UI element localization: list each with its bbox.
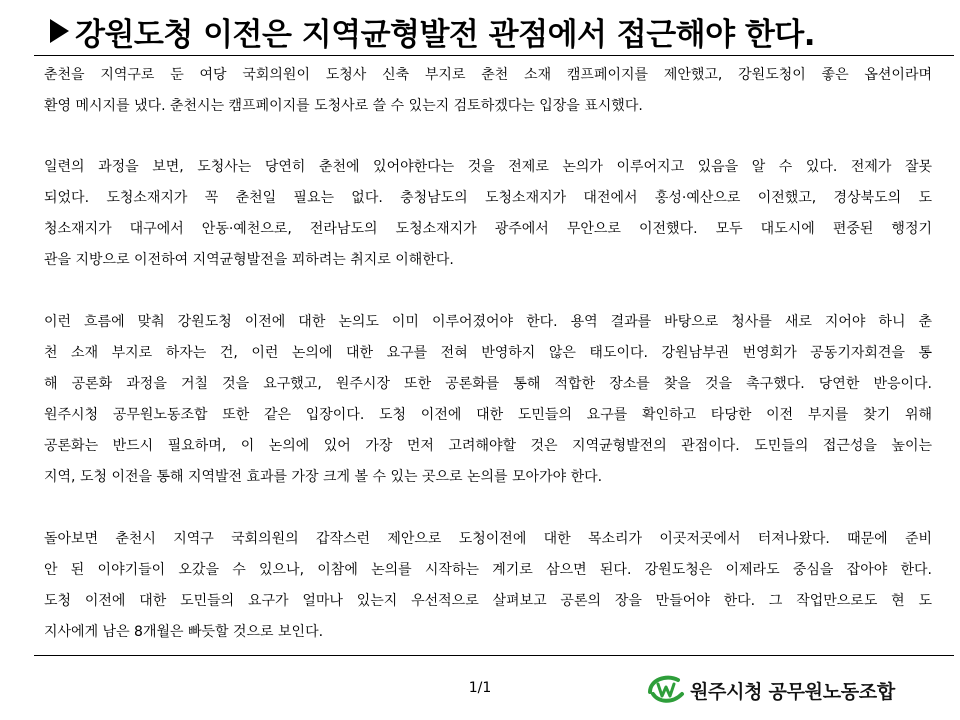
paragraph-line: 돌아보면 춘천시 지역구 국회의원의 갑작스런 제안으로 도청이전에 대한 목소리가 이곳저곳에서 터져나왔다. 때문에 준비	[44, 531, 932, 547]
paragraph-line: 해 공론화 과정을 거칠 것을 요구했고, 원주시장 또한 공론화를 통해 적합한 장소를 찾을 것을 촉구했다. 당연한 반응이다.	[44, 376, 932, 392]
paragraph-line: 도청 이전에 대한 도민들의 요구가 얼마나 있는지 우선적으로 살펴보고 공론의 장을 만들어야 한다. 그 작업만으로도 현 도	[44, 593, 932, 609]
organization-name: 원주시청 공무원노동조합	[690, 680, 895, 703]
footer-organization	[646, 672, 895, 708]
paragraph-line: 공론화는 반드시 필요하며, 이 논의에 있어 가장 먼저 고려해야할 것은 지역균형발전의 관점이다. 도민들의 접근성을 높이는	[44, 438, 932, 454]
paragraph-4	[44, 524, 932, 648]
top-divider	[34, 55, 954, 56]
paragraph-line: 지사에게 남은 8개월은 빠듯할 것으로 보인다.	[44, 624, 324, 640]
union-logo-icon	[646, 672, 686, 708]
paragraph-line: 환영 메시지를 냈다. 춘천시는 캠프페이지를 도청사로 쓸 수 있는지 검토하겠다는 입장을 표시했다.	[44, 98, 643, 114]
paragraph-line: 춘천을 지역구로 둔 여당 국회의원이 도청사 신축 부지로 춘천 소재 캠프페이지를 제안했고, 강원도청이 좋은 옵션이라며	[44, 67, 932, 83]
title-text: 강원도청 이전은 지역균형발전 관점에서 접근해야 한다.	[75, 16, 815, 53]
paragraph-line: 관을 지방으로 이전하여 지역균형발전을 꾀하려는 취지로 이해한다.	[44, 252, 454, 268]
right-triangle-icon	[50, 19, 69, 43]
paragraph-line: 되었다. 도청소재지가 꼭 춘천일 필요는 없다. 충청남도의 도청소재지가 대전에서 홍성·예산으로 이전했고, 경상북도의 도	[44, 190, 932, 206]
paragraph-line: 일련의 과정을 보면, 도청사는 당연히 춘천에 있어야한다는 것을 전제로 논의가 이루어지고 있음을 알 수 있다. 전제가 잘못	[44, 159, 932, 175]
paragraph-line: 지역, 도청 이전을 통해 지역발전 효과를 가장 크게 볼 수 있는 곳으로 논의를 모아가야 한다.	[44, 469, 603, 485]
page-number: 1/1	[468, 680, 492, 696]
paragraph-line: 안 된 이야기들이 오갔을 수 있으나, 이참에 논의를 시작하는 계기로 삼으면 된다. 강원도청은 이제라도 중심을 잡아야 한다.	[44, 562, 932, 578]
paragraph-line: 청소재지가 대구에서 안동·예천으로, 전라남도의 도청소재지가 광주에서 무안으로 이전했다. 모두 대도시에 편중된 행정기	[44, 221, 932, 237]
paragraph-1	[44, 60, 932, 122]
paragraph-line: 원주시청 공무원노동조합 또한 같은 입장이다. 도청 이전에 대한 도민들의 요구를 확인하고 타당한 이전 부지를 찾기 위해	[44, 407, 932, 423]
paragraph-line: 천 소재 부지로 하자는 건, 이런 논의에 대한 요구를 전혀 반영하지 않은 태도이다. 강원남부권 번영회가 공동기자회견을 통	[44, 345, 932, 361]
paragraph-2	[44, 152, 932, 276]
document-title	[50, 8, 815, 54]
paragraph-line: 이런 흐름에 맞춰 강원도청 이전에 대한 논의도 이미 이루어졌어야 한다. 용역 결과를 바탕으로 청사를 새로 지어야 하니 춘	[44, 314, 932, 330]
bottom-divider	[34, 655, 954, 656]
paragraph-3	[44, 307, 932, 493]
